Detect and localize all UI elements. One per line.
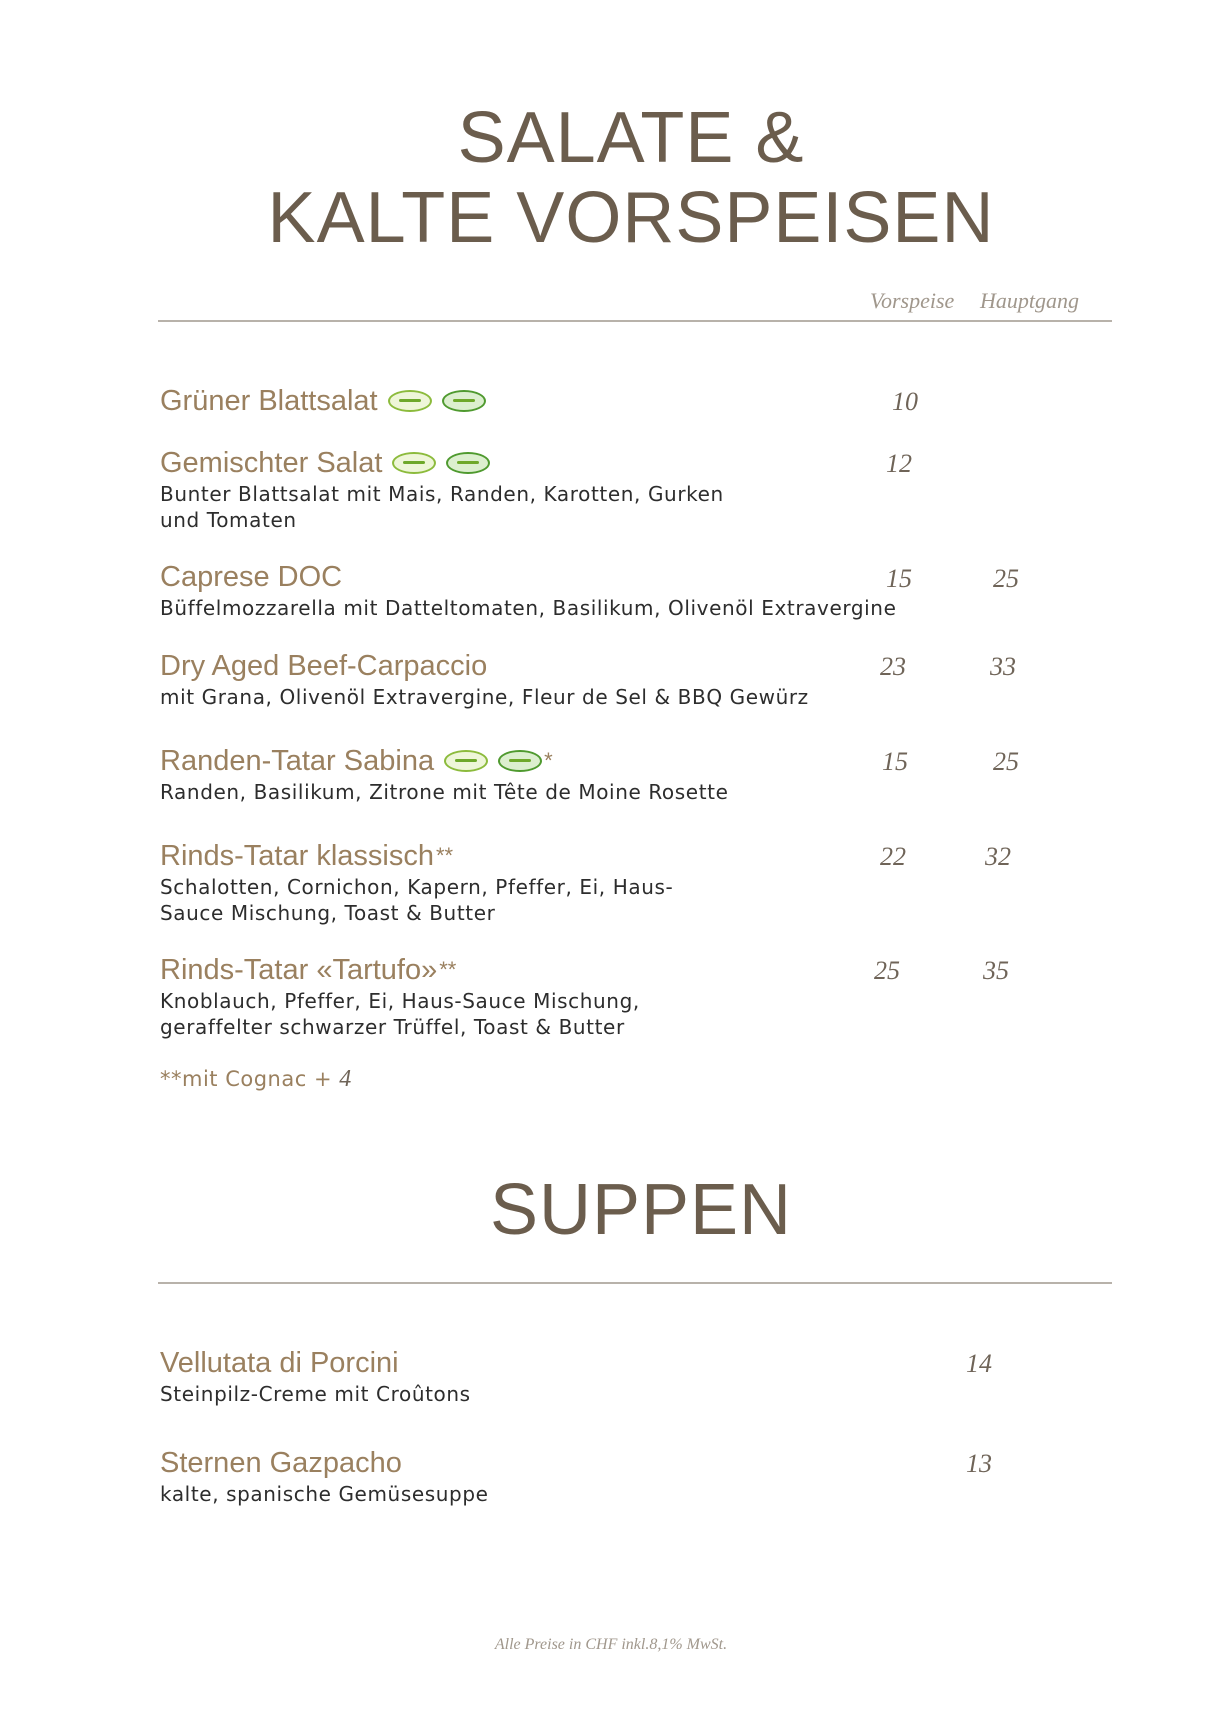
cognac-note-value: 4 <box>339 1066 352 1092</box>
menu-item-name <box>160 838 453 874</box>
section-title-line1: SALATE & <box>457 98 805 178</box>
menu-item-name <box>160 952 456 988</box>
price-vorspeise: 15 <box>882 747 908 776</box>
menu-item <box>160 559 1120 621</box>
menu-item-description: Sauce Mischung, Toast & Butter <box>160 901 496 925</box>
menu-item-name-text: Sternen Gazpacho <box>160 1447 402 1479</box>
menu-item-name-text: Rinds-Tatar «Tartufo» <box>160 954 438 986</box>
diet-badges <box>444 750 542 772</box>
menu-item <box>160 838 1120 926</box>
menu-item-description: Schalotten, Cornichon, Kapern, Pfeffer, Ei, Haus- <box>160 875 674 899</box>
price-vorspeise: 22 <box>880 842 906 871</box>
section-divider <box>158 320 1112 322</box>
column-header-vorspeise: Vorspeise <box>870 288 955 313</box>
menu-item-name-text: Caprese DOC <box>160 561 343 593</box>
menu-item-description: kalte, spanische Gemüsesuppe <box>160 1482 489 1506</box>
vegan-icon <box>444 750 488 772</box>
menu-item <box>160 743 1120 805</box>
vegan-icon <box>392 452 436 474</box>
price-vorspeise: 25 <box>874 956 900 985</box>
menu-item-name-text: Rinds-Tatar klassisch <box>160 840 434 872</box>
price-hauptgang: 25 <box>993 747 1019 776</box>
price-vorspeise: 14 <box>966 1349 992 1378</box>
menu-item-name-text: Randen-Tatar Sabina <box>160 745 435 777</box>
menu-item-name <box>160 648 487 684</box>
column-header-hauptgang: Hauptgang <box>980 288 1079 313</box>
menu-item-name-text: Grüner Blattsalat <box>160 385 378 417</box>
menu-item-description: Bunter Blattsalat mit Mais, Randen, Karotten, Gurken <box>160 482 724 506</box>
price-hauptgang: 32 <box>985 842 1011 871</box>
menu-item-name <box>160 559 342 595</box>
price-hauptgang: 33 <box>990 652 1016 681</box>
menu-item <box>160 952 1120 1040</box>
menu-item-name <box>160 1345 399 1381</box>
menu-item <box>160 648 1120 710</box>
vegetarian-leaf-icon <box>442 390 486 412</box>
cognac-note-text: **mit Cognac + <box>160 1067 340 1091</box>
menu-item-name <box>160 743 553 779</box>
menu-item-name-text: Vellutata di Porcini <box>160 1347 399 1379</box>
vegan-icon <box>388 390 432 412</box>
menu-item-description: Steinpilz-Creme mit Croûtons <box>160 1382 471 1406</box>
menu-item-description: und Tomaten <box>160 508 297 532</box>
section-title-line2: KALTE VORSPEISEN <box>267 178 995 258</box>
price-vorspeise: 15 <box>886 564 912 593</box>
soups-title: SUPPEN <box>489 1170 793 1250</box>
footnote-mark: * <box>544 748 553 773</box>
price-footer: Alle Preise in CHF inkl.8,1% MwSt. <box>494 1636 728 1653</box>
menu-item-name <box>160 383 486 419</box>
vegetarian-leaf-icon <box>498 750 542 772</box>
price-hauptgang: 35 <box>983 956 1009 985</box>
menu-item-description: Knoblauch, Pfeffer, Ei, Haus-Sauce Mischung, <box>160 989 640 1013</box>
menu-item-description: Büffelmozzarella mit Datteltomaten, Basilikum, Olivenöl Extravergine <box>160 596 897 620</box>
menu-item-name-text: Dry Aged Beef-Carpaccio <box>160 650 488 682</box>
diet-badges <box>388 390 486 412</box>
menu-item-description: Randen, Basilikum, Zitrone mit Tête de Moine Rosette <box>160 780 729 804</box>
price-vorspeise: 23 <box>880 652 906 681</box>
menu-item-name <box>160 1445 402 1481</box>
footnote-mark: ** <box>439 957 457 982</box>
menu-item-description: mit Grana, Olivenöl Extravergine, Fleur de Sel & BBQ Gewürz <box>160 685 809 709</box>
footnote-mark: ** <box>435 843 454 868</box>
diet-badges <box>392 452 490 474</box>
price-vorspeise: 13 <box>966 1449 992 1478</box>
menu-item-description: geraffelter schwarzer Trüffel, Toast & Butter <box>160 1015 625 1039</box>
price-vorspeise: 12 <box>886 449 912 478</box>
price-hauptgang: 25 <box>993 564 1019 593</box>
cognac-note <box>160 1066 352 1093</box>
vegetarian-leaf-icon <box>446 452 490 474</box>
price-vorspeise: 10 <box>892 387 918 416</box>
menu-item-name-text: Gemischter Salat <box>160 447 383 479</box>
menu-item-name <box>160 445 490 481</box>
section-divider <box>158 1282 1112 1284</box>
menu-item <box>160 445 1120 533</box>
menu-item <box>160 383 1120 419</box>
